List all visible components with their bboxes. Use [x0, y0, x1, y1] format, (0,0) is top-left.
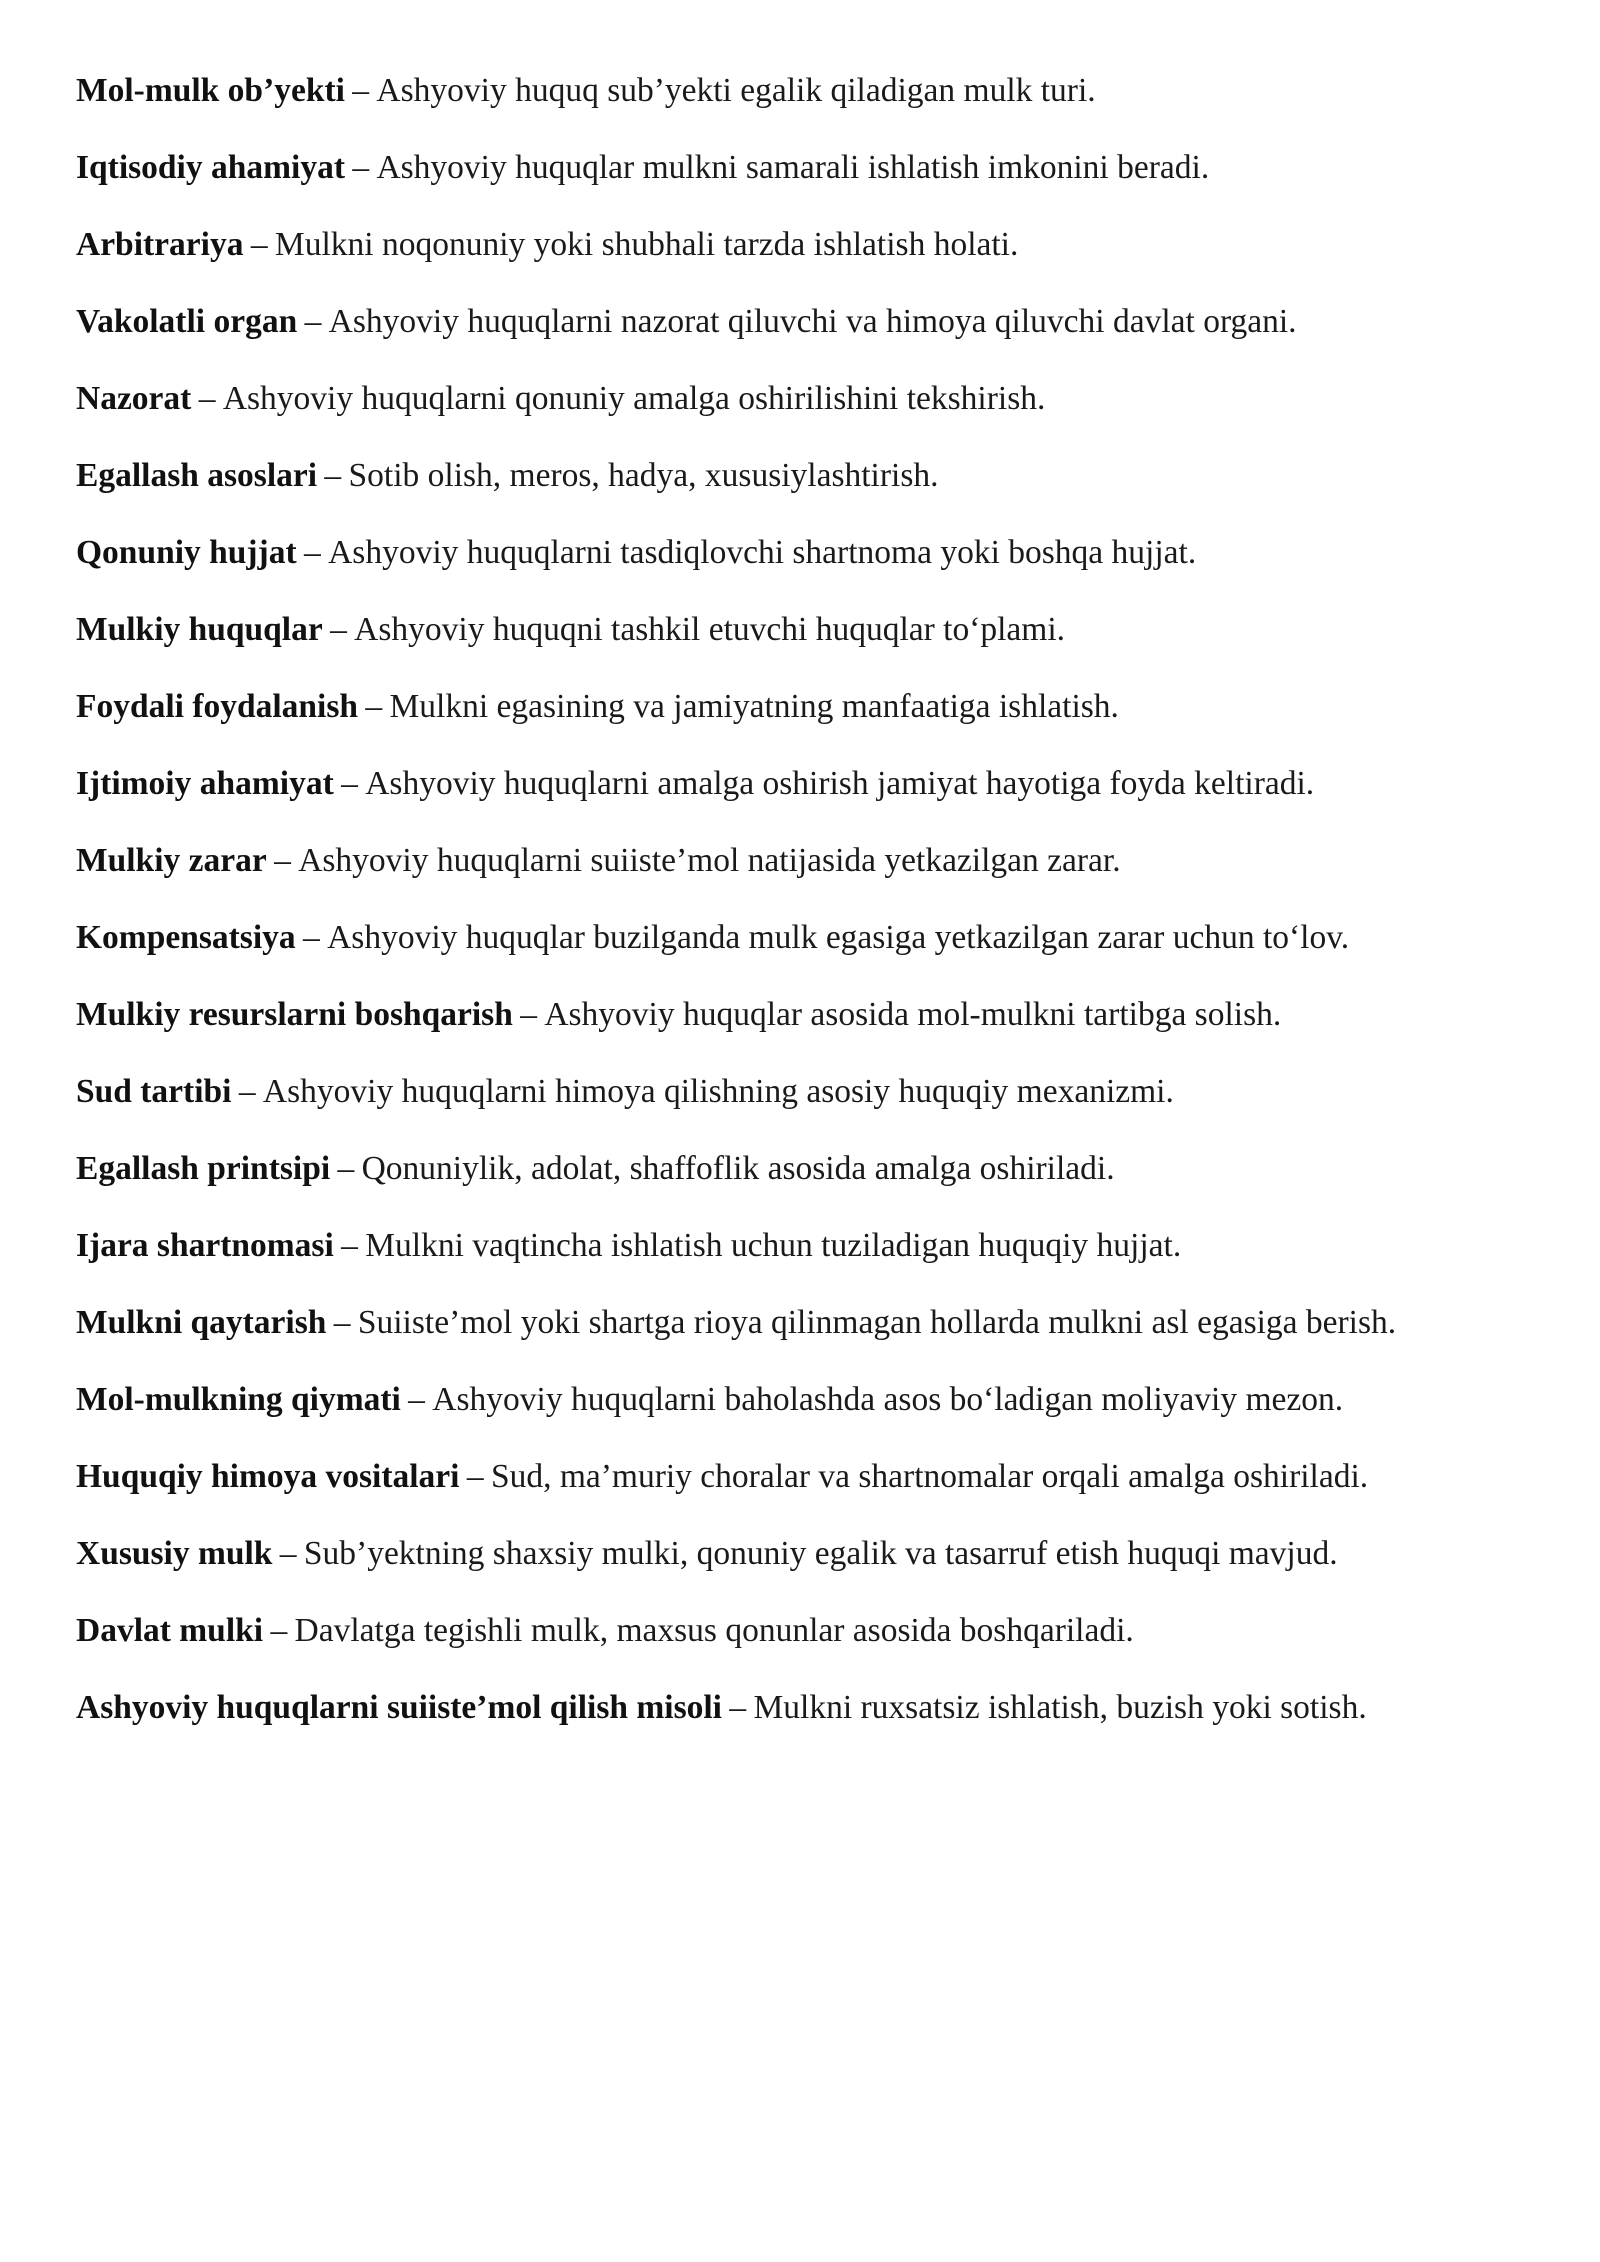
glossary-definition: Ashyoviy huquqlarni baholashda asos bo‘ladigan moliyaviy mezon.: [432, 1381, 1344, 1418]
glossary-term: Ijtimoiy ahamiyat: [76, 765, 334, 802]
term-separator-dash: –: [341, 1227, 358, 1264]
glossary-definition: Ashyoviy huquqlarni himoya qilishning asosiy huquqiy mexanizmi.: [262, 1073, 1174, 1110]
glossary-term: Foydali foydalanish: [76, 688, 359, 725]
glossary-entry: [76, 52, 1576, 129]
glossary-term: Arbitrariya: [76, 226, 244, 263]
glossary-list: [76, 52, 1576, 1746]
glossary-definition: Ashyoviy huquqlarni amalga oshirish jamiyat hayotiga foyda keltiradi.: [365, 765, 1315, 802]
glossary-entry: [76, 1669, 1576, 1746]
glossary-definition: Ashyoviy huquqlarni suiiste’mol natijasida yetkazilgan zarar.: [298, 842, 1121, 879]
glossary-term: Ashyoviy huquqlarni suiiste’mol qilish misoli: [76, 1689, 722, 1726]
term-separator-dash: –: [466, 1458, 484, 1495]
glossary-term: Xususiy mulk: [76, 1535, 273, 1572]
term-separator-dash: –: [408, 1381, 425, 1418]
glossary-term: Mulkiy resurslarni boshqarish: [76, 996, 513, 1033]
glossary-entry: [76, 283, 1576, 360]
term-separator-dash: –: [729, 1689, 747, 1726]
glossary-entry: [76, 514, 1576, 591]
term-separator-dash: –: [330, 611, 347, 648]
glossary-term: Nazorat: [76, 380, 192, 417]
glossary-definition: Ashyoviy huquqlarni qonuniy amalga oshirilishini tekshirish.: [222, 380, 1046, 417]
glossary-entry: [76, 745, 1576, 822]
glossary-definition: Qonuniylik, adolat, shaffoflik asosida amalga oshiriladi.: [361, 1150, 1115, 1187]
glossary-definition: Ashyoviy huquqlar buzilganda mulk egasiga yetkazilgan zarar uchun to‘lov.: [327, 919, 1350, 956]
term-separator-dash: –: [365, 688, 383, 725]
term-separator-dash: –: [270, 1612, 288, 1649]
term-separator-dash: –: [303, 919, 320, 956]
glossary-definition: Sub’yektning shaxsiy mulki, qonuniy egalik va tasarruf etish huquqi mavjud.: [303, 1535, 1338, 1572]
glossary-definition: Mulkni ruxsatsiz ishlatish, buzish yoki sotish.: [753, 1689, 1367, 1726]
glossary-term: Egallash asoslari: [76, 457, 318, 494]
glossary-definition: Mulkni vaqtincha ishlatish uchun tuziladigan huquqiy hujjat.: [365, 1227, 1182, 1264]
glossary-definition: Ashyoviy huquqlar mulkni samarali ishlatish imkonini beradi.: [376, 149, 1210, 186]
glossary-entry: [76, 1053, 1576, 1130]
glossary-definition: Sotib olish, meros, hadya, xususiylashtirish.: [348, 457, 939, 494]
term-separator-dash: –: [352, 149, 370, 186]
glossary-term: Mulkni qaytarish: [76, 1304, 327, 1341]
glossary-term: Egallash printsipi: [76, 1150, 331, 1187]
glossary-entry: [76, 1284, 1576, 1361]
term-separator-dash: –: [304, 303, 322, 340]
glossary-definition: Davlatga tegishli mulk, maxsus qonunlar asosida boshqariladi.: [294, 1612, 1134, 1649]
glossary-term: Mol-mulk ob’yekti: [76, 72, 345, 109]
term-separator-dash: –: [352, 72, 370, 109]
glossary-definition: Suiiste’mol yoki shartga rioya qilinmagan hollarda mulkni asl egasiga berish.: [357, 1304, 1397, 1341]
term-separator-dash: –: [324, 457, 342, 494]
glossary-entry: [76, 1207, 1576, 1284]
term-separator-dash: –: [520, 996, 537, 1033]
term-separator-dash: –: [337, 1150, 355, 1187]
term-separator-dash: –: [238, 1073, 256, 1110]
glossary-term: Mol-mulkning qiymati: [76, 1381, 401, 1418]
glossary-term: Davlat mulki: [76, 1612, 264, 1649]
glossary-entry: [76, 437, 1576, 514]
glossary-definition: Ashyoviy huquqni tashkil etuvchi huquqlar to‘plami.: [354, 611, 1066, 648]
glossary-term: Mulkiy zarar: [76, 842, 267, 879]
glossary-entry: [76, 206, 1576, 283]
glossary-entry: [76, 1130, 1576, 1207]
glossary-term: Sud tartibi: [76, 1073, 232, 1110]
glossary-definition: Ashyoviy huquqlarni tasdiqlovchi shartnoma yoki boshqa hujjat.: [328, 534, 1197, 571]
glossary-term: Iqtisodiy ahamiyat: [76, 149, 345, 186]
glossary-definition: Mulkni egasining va jamiyatning manfaatiga ishlatish.: [389, 688, 1119, 725]
glossary-term: Mulkiy huquqlar: [76, 611, 323, 648]
glossary-term: Kompensatsiya: [76, 919, 296, 956]
glossary-definition: Ashyoviy huquqlar asosida mol-mulkni tartibga solish.: [544, 996, 1282, 1033]
glossary-entry: [76, 591, 1576, 668]
glossary-entry: [76, 360, 1576, 437]
glossary-definition: Sud, ma’muriy choralar va shartnomalar orqali amalga oshiriladi.: [490, 1458, 1369, 1495]
glossary-term: Huquqiy himoya vositalari: [76, 1458, 460, 1495]
glossary-entry: [76, 1592, 1576, 1669]
glossary-term: Qonuniy hujjat: [76, 534, 297, 571]
glossary-definition: Ashyoviy huquqlarni nazorat qiluvchi va himoya qiluvchi davlat organi.: [328, 303, 1297, 340]
glossary-entry: [76, 1515, 1576, 1592]
glossary-term: Vakolatli organ: [76, 303, 298, 340]
glossary-term: Ijara shartnomasi: [76, 1227, 334, 1264]
glossary-entry: [76, 129, 1576, 206]
term-separator-dash: –: [250, 226, 268, 263]
term-separator-dash: –: [333, 1304, 351, 1341]
term-separator-dash: –: [274, 842, 291, 879]
glossary-entry: [76, 822, 1576, 899]
glossary-entry: [76, 899, 1576, 976]
glossary-entry: [76, 976, 1576, 1053]
term-separator-dash: –: [279, 1535, 297, 1572]
term-separator-dash: –: [303, 534, 321, 571]
glossary-definition: Mulkni noqonuniy yoki shubhali tarzda ishlatish holati.: [274, 226, 1019, 263]
term-separator-dash: –: [198, 380, 216, 417]
glossary-entry: [76, 1361, 1576, 1438]
glossary-entry: [76, 668, 1576, 745]
term-separator-dash: –: [341, 765, 358, 802]
glossary-entry: [76, 1438, 1576, 1515]
glossary-definition: Ashyoviy huquq sub’yekti egalik qiladigan mulk turi.: [376, 72, 1096, 109]
